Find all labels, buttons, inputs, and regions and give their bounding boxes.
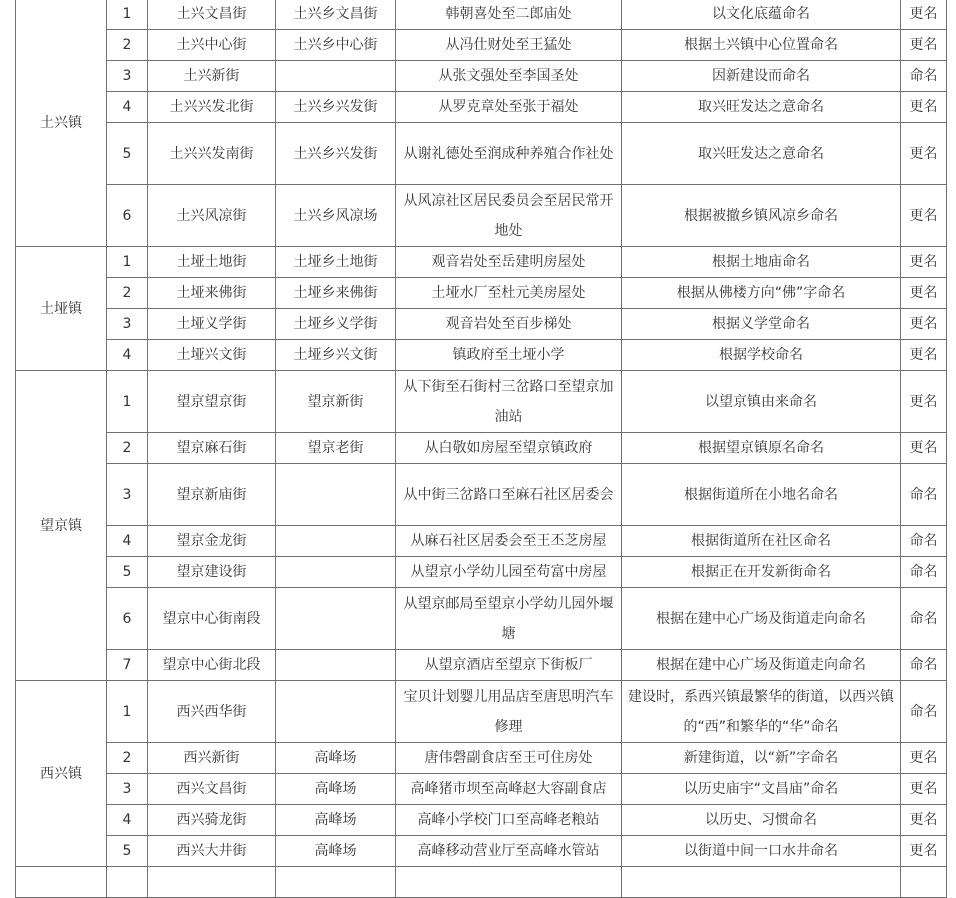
naming-reason-cell: 以文化底蕴命名 bbox=[622, 0, 901, 30]
table-row bbox=[16, 123, 947, 185]
naming-reason-cell: 以历史庙宇“文昌庙”命名 bbox=[622, 774, 901, 805]
street-name-cell: 土垭土地街 bbox=[148, 247, 276, 278]
row-number-cell: 3 bbox=[107, 61, 148, 92]
street-range-cell: 观音岩处至岳建明房屋处 bbox=[396, 247, 622, 278]
naming-type-cell: 更名 bbox=[901, 309, 947, 340]
row-number-cell: 2 bbox=[107, 278, 148, 309]
old-name-cell bbox=[276, 61, 396, 92]
row-number-cell: 4 bbox=[107, 340, 148, 371]
old-name-cell bbox=[276, 650, 396, 681]
naming-type-cell: 更名 bbox=[901, 278, 947, 309]
street-range-cell: 从谢礼德处至润成种养殖合作社处 bbox=[396, 123, 622, 185]
street-range-cell: 土垭水厂至杜元美房屋处 bbox=[396, 278, 622, 309]
row-number-cell: 5 bbox=[107, 836, 148, 867]
row-number-cell: 5 bbox=[107, 557, 148, 588]
row-number-cell: 3 bbox=[107, 309, 148, 340]
street-name-cell: 西兴骑龙街 bbox=[148, 805, 276, 836]
street-range-cell: 从中街三岔路口至麻石社区居委会 bbox=[396, 464, 622, 526]
street-name-cell: 土兴新街 bbox=[148, 61, 276, 92]
street-name-cell: 望京建设街 bbox=[148, 557, 276, 588]
row-number-cell: 2 bbox=[107, 433, 148, 464]
naming-type-cell: 更名 bbox=[901, 774, 947, 805]
street-range-cell: 高峰小学校门口至高峰老粮站 bbox=[396, 805, 622, 836]
old-name-cell: 高峰场 bbox=[276, 743, 396, 774]
naming-type-cell: 命名 bbox=[901, 650, 947, 681]
town-cell: 土兴镇 bbox=[16, 0, 107, 247]
naming-type-cell: 命名 bbox=[901, 681, 947, 743]
old-name-cell bbox=[276, 867, 396, 898]
naming-reason-cell: 根据从佛楼方向“佛”字命名 bbox=[622, 278, 901, 309]
row-number-cell: 1 bbox=[107, 371, 148, 433]
naming-reason-cell: 因新建设而命名 bbox=[622, 61, 901, 92]
naming-reason-cell: 根据学校命名 bbox=[622, 340, 901, 371]
naming-type-cell: 命名 bbox=[901, 526, 947, 557]
old-name-cell: 望京老街 bbox=[276, 433, 396, 464]
street-name-cell: 望京新庙街 bbox=[148, 464, 276, 526]
street-range-cell: 从望京邮局至望京小学幼儿园外堰塘 bbox=[396, 588, 622, 650]
street-range-cell: 韩朝喜处至二郎庙处 bbox=[396, 0, 622, 30]
naming-type-cell: 更名 bbox=[901, 92, 947, 123]
table-row bbox=[16, 588, 947, 650]
table-row bbox=[16, 278, 947, 309]
naming-reason-cell: 根据在建中心广场及街道走向命名 bbox=[622, 588, 901, 650]
street-range-cell: 从风凉社区居民委员会至居民常开地处 bbox=[396, 185, 622, 247]
table-row bbox=[16, 0, 947, 30]
naming-type-cell: 更名 bbox=[901, 247, 947, 278]
old-name-cell bbox=[276, 557, 396, 588]
row-number-cell: 1 bbox=[107, 681, 148, 743]
table-container bbox=[15, 0, 947, 898]
naming-reason-cell: 根据被撤乡镇风凉乡命名 bbox=[622, 185, 901, 247]
naming-reason-cell: 建设时，系西兴镇最繁华的街道，以西兴镇的“西”和繁华的“华”命名 bbox=[622, 681, 901, 743]
old-name-cell: 土垭乡来佛街 bbox=[276, 278, 396, 309]
table-row bbox=[16, 650, 947, 681]
street-range-cell: 宝贝计划婴儿用品店至唐思明汽车修理 bbox=[396, 681, 622, 743]
table-row bbox=[16, 247, 947, 278]
street-name-cell: 西兴大井街 bbox=[148, 836, 276, 867]
old-name-cell bbox=[276, 588, 396, 650]
street-range-cell: 从下街至石街村三岔路口至望京加油站 bbox=[396, 371, 622, 433]
old-name-cell: 土兴乡兴发街 bbox=[276, 92, 396, 123]
town-cell: 西兴镇 bbox=[16, 681, 107, 867]
naming-reason-cell: 取兴旺发达之意命名 bbox=[622, 92, 901, 123]
street-range-cell: 从望京酒店至望京下街板厂 bbox=[396, 650, 622, 681]
naming-type-cell: 更名 bbox=[901, 340, 947, 371]
street-range-cell: 从冯仕财处至王猛处 bbox=[396, 30, 622, 61]
row-number-cell bbox=[107, 867, 148, 898]
naming-type-cell: 更名 bbox=[901, 30, 947, 61]
naming-reason-cell: 根据土地庙命名 bbox=[622, 247, 901, 278]
old-name-cell bbox=[276, 681, 396, 743]
street-name-cell: 土垭义学街 bbox=[148, 309, 276, 340]
naming-reason-cell: 取兴旺发达之意命名 bbox=[622, 123, 901, 185]
street-naming-table bbox=[15, 0, 947, 898]
table-row bbox=[16, 681, 947, 743]
street-range-cell: 高峰猪市坝至高峰赵大容副食店 bbox=[396, 774, 622, 805]
naming-type-cell: 更名 bbox=[901, 185, 947, 247]
old-name-cell: 高峰场 bbox=[276, 774, 396, 805]
old-name-cell: 土垭乡兴文街 bbox=[276, 340, 396, 371]
naming-reason-cell: 根据土兴镇中心位置命名 bbox=[622, 30, 901, 61]
old-name-cell: 望京新街 bbox=[276, 371, 396, 433]
street-name-cell: 西兴西华街 bbox=[148, 681, 276, 743]
table-row bbox=[16, 340, 947, 371]
row-number-cell: 6 bbox=[107, 185, 148, 247]
table-row bbox=[16, 557, 947, 588]
old-name-cell: 土兴乡中心街 bbox=[276, 30, 396, 61]
town-cell: 望京镇 bbox=[16, 371, 107, 681]
street-name-cell: 土兴中心街 bbox=[148, 30, 276, 61]
naming-reason-cell: 以历史、习惯命名 bbox=[622, 805, 901, 836]
old-name-cell: 土兴乡文昌街 bbox=[276, 0, 396, 30]
table-row bbox=[16, 867, 947, 898]
street-name-cell: 土垭兴文街 bbox=[148, 340, 276, 371]
naming-type-cell: 更名 bbox=[901, 836, 947, 867]
street-name-cell: 土兴兴发南街 bbox=[148, 123, 276, 185]
table-row bbox=[16, 185, 947, 247]
table-row bbox=[16, 92, 947, 123]
naming-reason-cell bbox=[622, 867, 901, 898]
table-row bbox=[16, 309, 947, 340]
street-name-cell bbox=[148, 867, 276, 898]
old-name-cell: 土兴乡风凉场 bbox=[276, 185, 396, 247]
naming-reason-cell: 根据街道所在社区命名 bbox=[622, 526, 901, 557]
street-name-cell: 土兴文昌街 bbox=[148, 0, 276, 30]
table-row bbox=[16, 743, 947, 774]
naming-type-cell: 更名 bbox=[901, 0, 947, 30]
street-range-cell: 观音岩处至百步梯处 bbox=[396, 309, 622, 340]
street-name-cell: 土兴兴发北街 bbox=[148, 92, 276, 123]
naming-reason-cell: 根据义学堂命名 bbox=[622, 309, 901, 340]
table-row bbox=[16, 526, 947, 557]
row-number-cell: 1 bbox=[107, 247, 148, 278]
row-number-cell: 4 bbox=[107, 805, 148, 836]
row-number-cell: 7 bbox=[107, 650, 148, 681]
old-name-cell: 土垭乡土地街 bbox=[276, 247, 396, 278]
row-number-cell: 4 bbox=[107, 526, 148, 557]
naming-reason-cell: 根据望京镇原名命名 bbox=[622, 433, 901, 464]
street-name-cell: 望京望京街 bbox=[148, 371, 276, 433]
naming-type-cell: 命名 bbox=[901, 588, 947, 650]
naming-type-cell: 命名 bbox=[901, 557, 947, 588]
table-row bbox=[16, 30, 947, 61]
row-number-cell: 2 bbox=[107, 743, 148, 774]
street-range-cell: 唐伟磬副食店至王可住房处 bbox=[396, 743, 622, 774]
old-name-cell: 土兴乡兴发街 bbox=[276, 123, 396, 185]
street-name-cell: 望京金龙街 bbox=[148, 526, 276, 557]
naming-type-cell: 更名 bbox=[901, 433, 947, 464]
table-body bbox=[16, 0, 947, 898]
table-row bbox=[16, 433, 947, 464]
naming-reason-cell: 以望京镇由来命名 bbox=[622, 371, 901, 433]
street-range-cell bbox=[396, 867, 622, 898]
town-cell: 土垭镇 bbox=[16, 247, 107, 371]
street-range-cell: 镇政府至土垭小学 bbox=[396, 340, 622, 371]
town-cell bbox=[16, 867, 107, 898]
street-name-cell: 望京麻石街 bbox=[148, 433, 276, 464]
naming-type-cell: 命名 bbox=[901, 464, 947, 526]
street-range-cell: 从罗克章处至张于福处 bbox=[396, 92, 622, 123]
street-name-cell: 望京中心街北段 bbox=[148, 650, 276, 681]
table-row bbox=[16, 774, 947, 805]
street-range-cell: 从麻石社区居委会至王丕芝房屋 bbox=[396, 526, 622, 557]
row-number-cell: 1 bbox=[107, 0, 148, 30]
naming-reason-cell: 根据在建中心广场及街道走向命名 bbox=[622, 650, 901, 681]
table-row bbox=[16, 805, 947, 836]
old-name-cell: 高峰场 bbox=[276, 836, 396, 867]
street-range-cell: 高峰移动营业厅至高峰水管站 bbox=[396, 836, 622, 867]
naming-type-cell: 更名 bbox=[901, 123, 947, 185]
street-range-cell: 从白敬如房屋至望京镇政府 bbox=[396, 433, 622, 464]
row-number-cell: 4 bbox=[107, 92, 148, 123]
naming-reason-cell: 以街道中间一口水井命名 bbox=[622, 836, 901, 867]
table-row bbox=[16, 61, 947, 92]
old-name-cell: 高峰场 bbox=[276, 805, 396, 836]
street-name-cell: 土兴风凉街 bbox=[148, 185, 276, 247]
naming-type-cell bbox=[901, 867, 947, 898]
naming-type-cell: 更名 bbox=[901, 805, 947, 836]
table-row bbox=[16, 464, 947, 526]
naming-reason-cell: 根据街道所在小地名命名 bbox=[622, 464, 901, 526]
old-name-cell: 土垭乡义学街 bbox=[276, 309, 396, 340]
street-name-cell: 西兴文昌街 bbox=[148, 774, 276, 805]
table-row bbox=[16, 371, 947, 433]
street-range-cell: 从张文强处至李国圣处 bbox=[396, 61, 622, 92]
row-number-cell: 5 bbox=[107, 123, 148, 185]
street-name-cell: 望京中心街南段 bbox=[148, 588, 276, 650]
naming-reason-cell: 新建街道，以“新”字命名 bbox=[622, 743, 901, 774]
old-name-cell bbox=[276, 526, 396, 557]
street-name-cell: 西兴新街 bbox=[148, 743, 276, 774]
street-range-cell: 从望京小学幼儿园至苟富中房屋 bbox=[396, 557, 622, 588]
row-number-cell: 2 bbox=[107, 30, 148, 61]
naming-reason-cell: 根据正在开发新街命名 bbox=[622, 557, 901, 588]
naming-type-cell: 更名 bbox=[901, 371, 947, 433]
table-row bbox=[16, 836, 947, 867]
row-number-cell: 6 bbox=[107, 588, 148, 650]
old-name-cell bbox=[276, 464, 396, 526]
naming-type-cell: 更名 bbox=[901, 743, 947, 774]
street-name-cell: 土垭来佛街 bbox=[148, 278, 276, 309]
naming-type-cell: 命名 bbox=[901, 61, 947, 92]
row-number-cell: 3 bbox=[107, 464, 148, 526]
row-number-cell: 3 bbox=[107, 774, 148, 805]
